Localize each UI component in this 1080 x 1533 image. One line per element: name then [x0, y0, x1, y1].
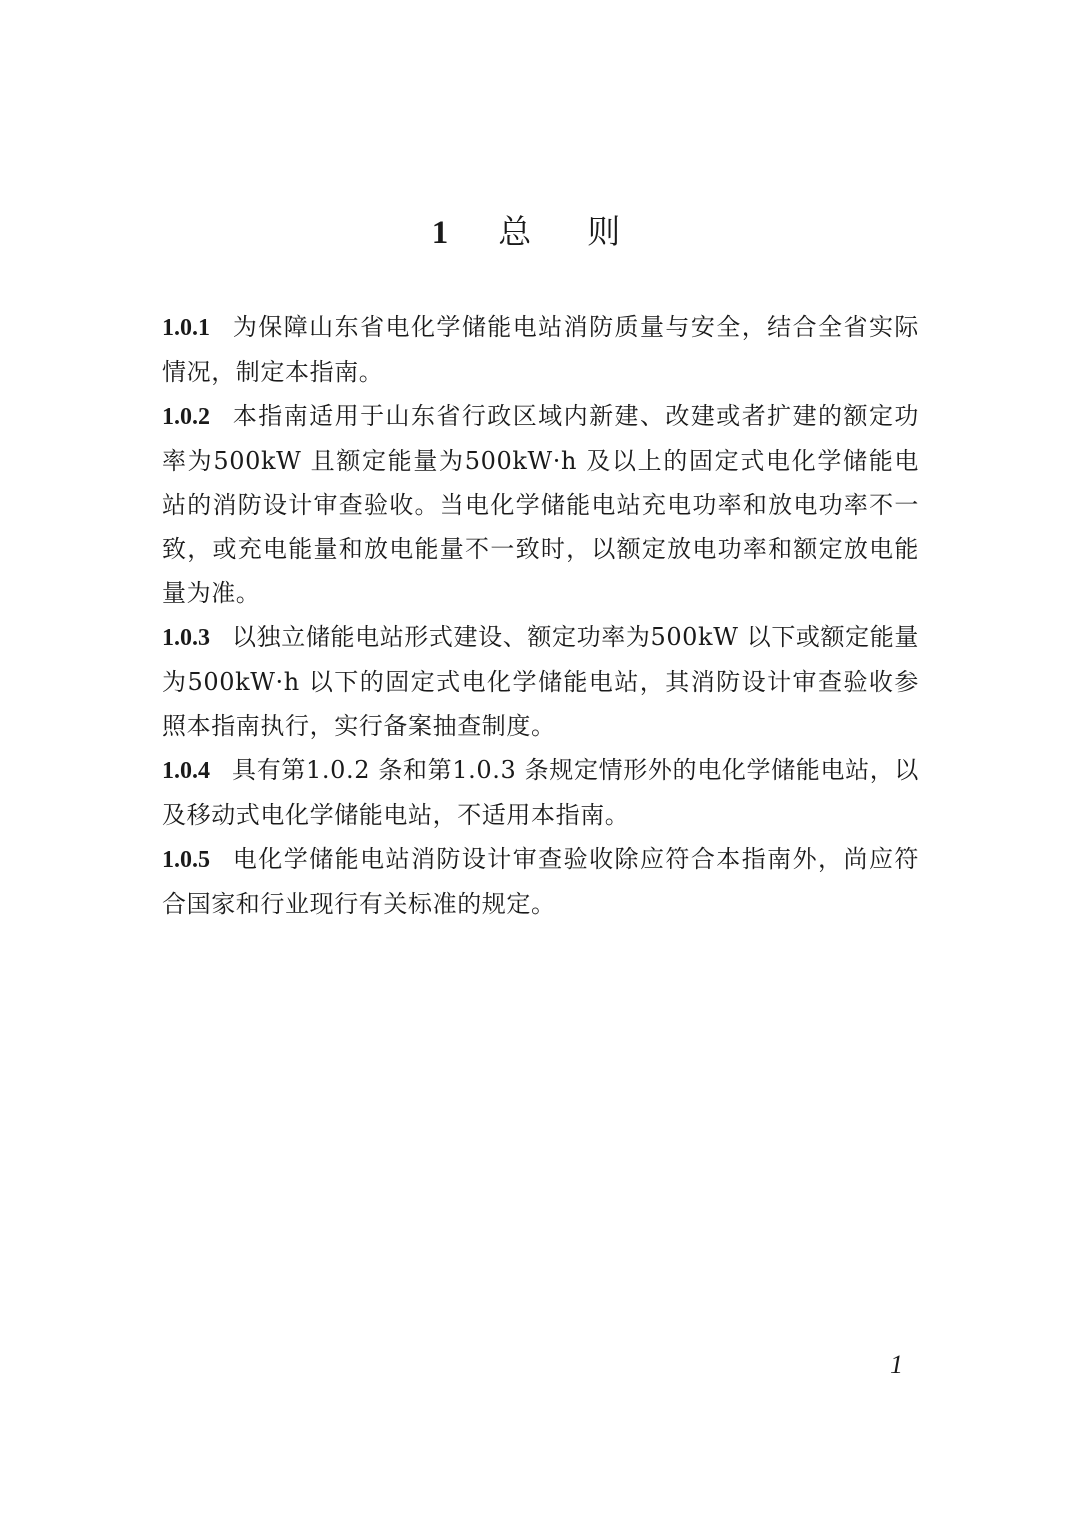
chapter-number: 1: [431, 215, 449, 251]
clause-1-0-5: [162, 837, 919, 926]
clause-1-0-4: [162, 748, 919, 837]
chapter-title: [0, 208, 1080, 257]
clause-number: 1.0.5: [162, 847, 210, 873]
clause-text: 以独立储能电站形式建设、额定功率为500kW 以下或额定能量为500kW·h 以下的固定式电化学储能电站，其消防设计审查验收参照本指南执行，实行备案抽查制度。: [162, 623, 919, 740]
clause-text: 本指南适用于山东省行政区域内新建、改建或者扩建的额定功率为500kW 且额定能量为500kW·h 及以上的固定式电化学储能电站的消防设计审查验收。当电化学储能电站充电功率和放电功率不一致，或充电能量和放电能量不一致时，以额定放电功率和额定放电能量为准。: [162, 402, 919, 607]
clause-number: 1.0.3: [162, 625, 210, 651]
chapter-title-part1: 总: [498, 212, 532, 251]
clause-number: 1.0.1: [162, 315, 210, 341]
clause-text: 电化学储能电站消防设计审查验收除应符合本指南外，尚应符合国家和行业现行有关标准的规定。: [162, 845, 919, 918]
page-number: 1: [890, 1350, 903, 1379]
clause-text: 为保障山东省电化学储能电站消防质量与安全，结合全省实际情况，制定本指南。: [162, 313, 919, 386]
clause-1-0-2: [162, 394, 919, 615]
clause-1-0-3: [162, 615, 919, 748]
clause-number: 1.0.2: [162, 404, 210, 430]
clauses: [162, 305, 919, 926]
clause-1-0-1: [162, 305, 919, 394]
clause-number: 1.0.4: [162, 758, 210, 784]
clause-text: 具有第1.0.2 条和第1.0.3 条规定情形外的电化学储能电站，以及移动式电化学储能电站，不适用本指南。: [162, 756, 919, 829]
chapter-title-part2: 则: [587, 212, 621, 251]
